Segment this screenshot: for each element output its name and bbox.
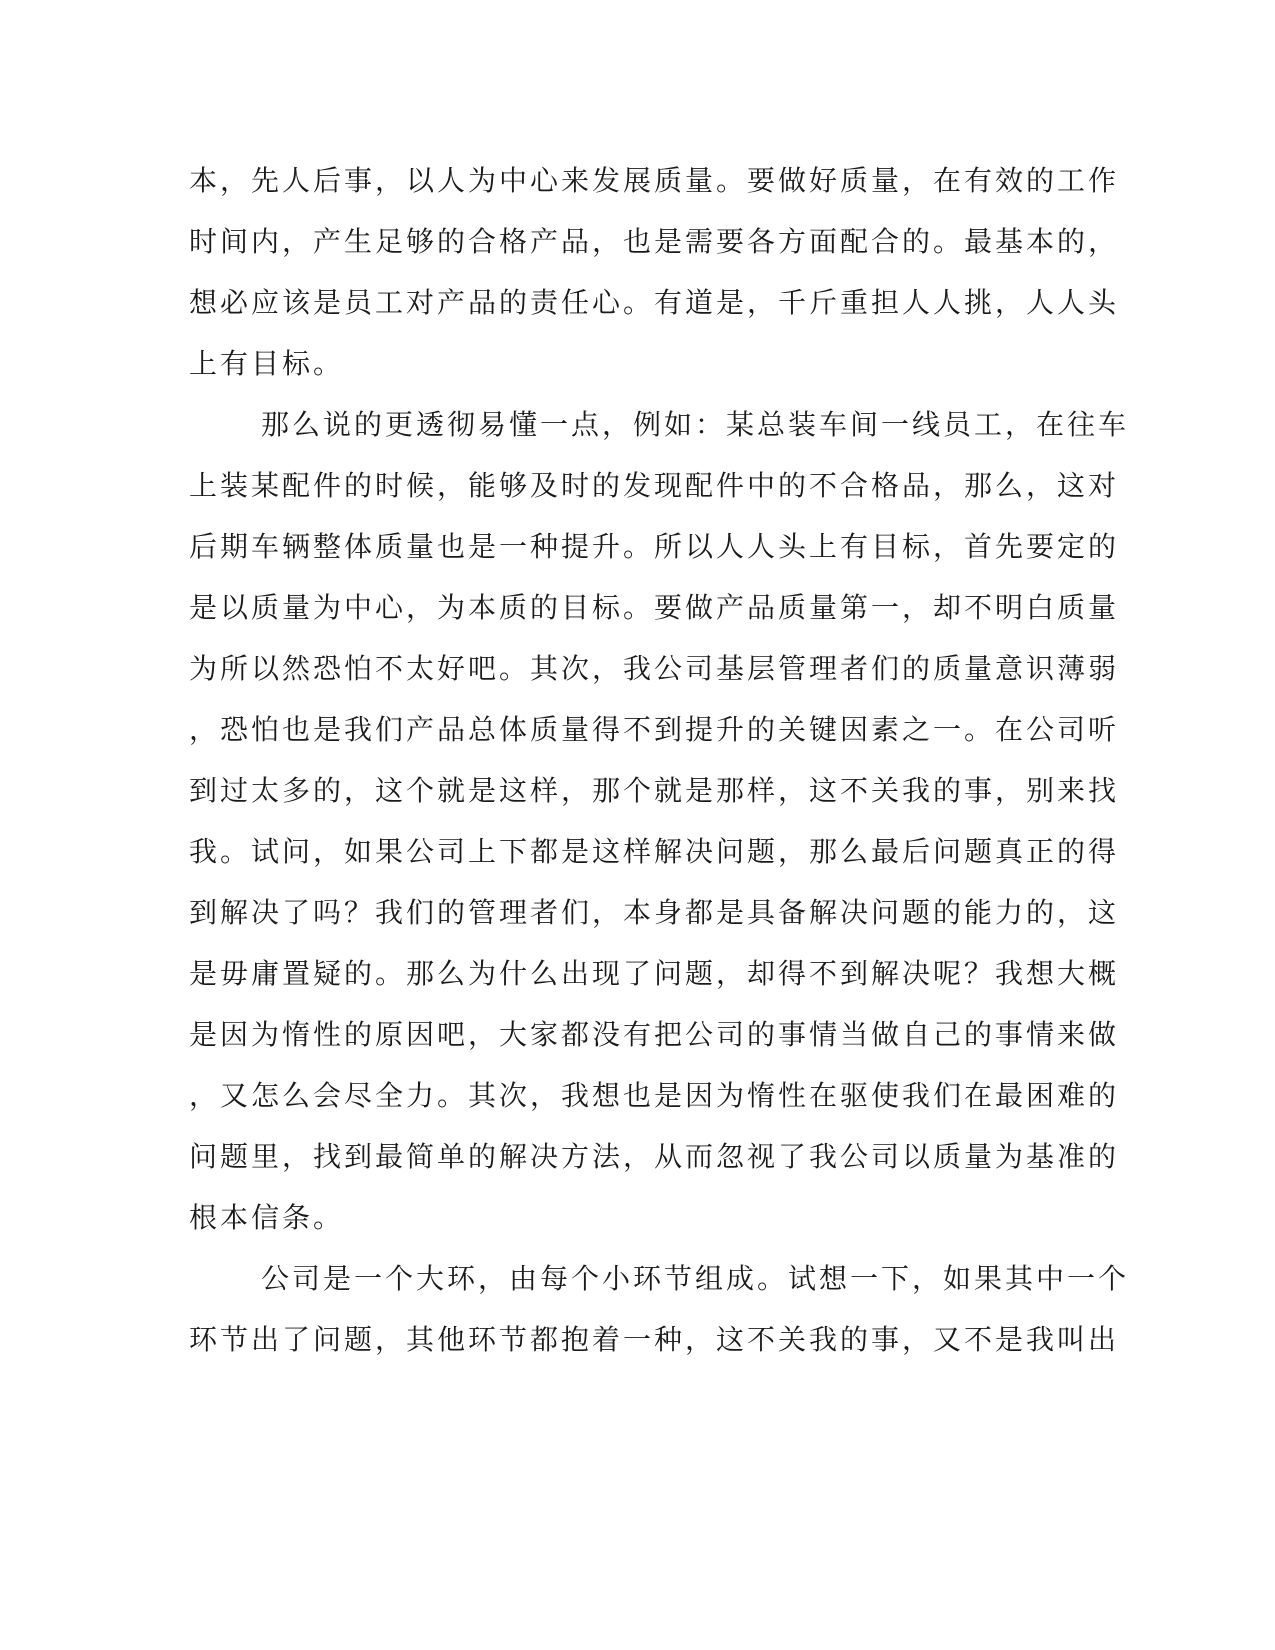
paragraph-2-line-6: ，恐怕也是我们产品总体质量得不到提升的关键因素之一。在公司听 — [189, 713, 1120, 746]
paragraph-2-line-1: 那么说的更透彻易懂一点，例如：某总装车间一线员工，在往车 — [261, 408, 1130, 441]
paragraph-3-line-2: 环节出了问题，其他环节都抱着一种，这不关我的事，又不是我叫出 — [189, 1323, 1120, 1356]
paragraph-2-line-5: 为所以然恐怕不太好吧。其次，我公司基层管理者们的质量意识薄弱 — [189, 652, 1120, 685]
paragraph-2-line-13: 问题里，找到最简单的解决方法，从而忽视了我公司以质量为基准的 — [189, 1140, 1120, 1173]
paragraph-2-line-7: 到过太多的，这个就是这样，那个就是那样，这不关我的事，别来找 — [189, 774, 1120, 807]
paragraph-2-line-14: 根本信条。 — [189, 1201, 345, 1234]
paragraph-2-line-9: 到解决了吗？我们的管理者们，本身都是具备解决问题的能力的，这 — [189, 896, 1120, 929]
paragraph-1-line-1: 本，先人后事，以人为中心来发展质量。要做好质量，在有效的工作 — [189, 164, 1120, 197]
paragraph-2-line-12: ，又怎么会尽全力。其次，我想也是因为惰性在驱使我们在最困难的 — [189, 1079, 1120, 1112]
paragraph-2-line-10: 是毋庸置疑的。那么为什么出现了问题，却得不到解决呢？我想大概 — [189, 957, 1120, 990]
paragraph-2-line-3: 后期车辆整体质量也是一种提升。所以人人头上有目标，首先要定的 — [189, 530, 1120, 563]
paragraph-2-line-4: 是以质量为中心，为本质的目标。要做产品质量第一，却不明白质量 — [189, 591, 1120, 624]
paragraph-3-line-1: 公司是一个大环，由每个小环节组成。试想一下，如果其中一个 — [261, 1262, 1130, 1295]
paragraph-1-line-2: 时间内，产生足够的合格产品，也是需要各方面配合的。最基本的， — [189, 225, 1120, 258]
paragraph-1-line-4: 上有目标。 — [189, 347, 345, 380]
paragraph-1-line-3: 想必应该是员工对产品的责任心。有道是，千斤重担人人挑，人人头 — [189, 286, 1120, 319]
document-body — [189, 163, 1130, 1383]
paragraph-2-line-8: 我。试问，如果公司上下都是这样解决问题，那么最后问题真正的得 — [189, 835, 1120, 868]
paragraph-2-line-2: 上装某配件的时候，能够及时的发现配件中的不合格品，那么，这对 — [189, 469, 1120, 502]
paragraph-2-line-11: 是因为惰性的原因吧，大家都没有把公司的事情当做自己的事情来做 — [189, 1018, 1120, 1051]
